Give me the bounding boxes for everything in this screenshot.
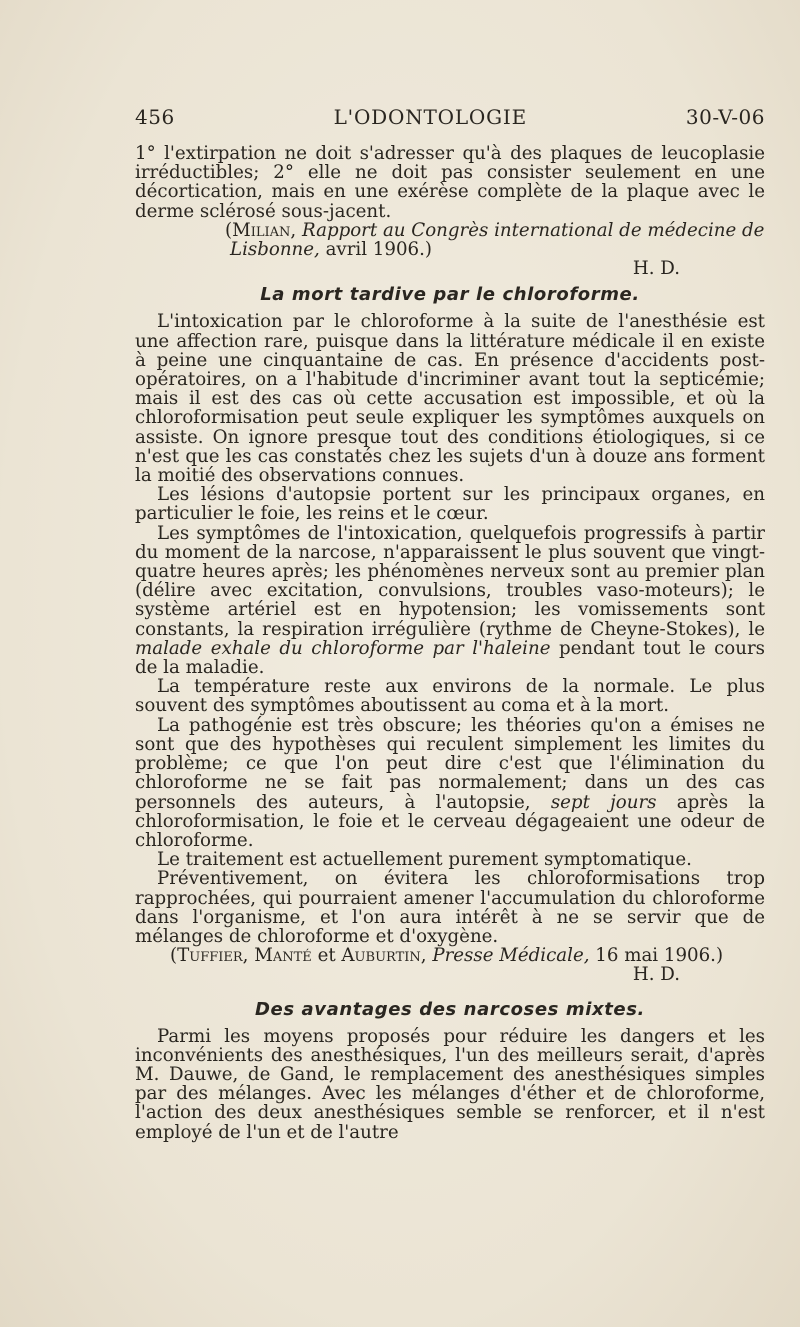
citation-author: Auburtin	[341, 945, 421, 967]
citation-date: avril 1906.)	[319, 239, 432, 261]
italic-phrase: malade exhale du chloroforme par l'haleine	[135, 637, 551, 659]
text-run: Les symptômes de l'intoxication, quelquefois progressifs à partir du moment de la narcose, n'apparaissent le plus souvent que vingt-quatre heures après; les phénomènes nerveux sont au premier plan (délire avec excitation, convulsions, troubles vaso-moteurs); le système artériel est en hypotension; les vomissements sont constants, la respiration irrégulière (rythme de Cheyne-Stokes), le	[135, 522, 765, 640]
section-title-narcoses: Des avantages des narcoses mixtes.	[255, 998, 645, 1020]
page-content	[135, 105, 765, 1143]
paragraph: L'intoxication par le chloroforme à la suite de l'anesthésie est une affection rare, puisque dans la littérature médicale il en existe à peine une cinquantaine de cas. En présence d'accidents post-opératoires, on a l'habitude d'incriminer avant tout la septicémie; mais il est des cas où cette accusation est impossible, et où la chloroformisation peut seule expliquer les symptômes auxquels on assiste. On ignore presque tout des conditions étiologiques, si ce n'est que les cas constatés chez les sujets d'un à douze ans forment la moitié des observations connues.	[135, 311, 765, 487]
citation-title: Rapport au Congrès international de médecine de Lisbonne,	[230, 219, 765, 261]
citation-author: Tuffier	[177, 945, 243, 967]
citation-date: 16 mai 1906.)	[589, 945, 724, 967]
section-title-chloroforme: La mort tardive par le chloroforme.	[260, 284, 640, 306]
paragraph	[135, 524, 765, 678]
section1-citation: (Tuffier, Manté et Auburtin, Presse Médicale, 16 mai 1906.)	[170, 945, 724, 967]
intro-citation: (Milian, Rapport au Congrès international de médecine de Lisbonne, avril 1906.)	[225, 219, 765, 261]
citation-author: Manté	[254, 945, 312, 967]
journal-title: L'ODONTOLOGIE	[333, 105, 527, 129]
author-initials: H. D.	[632, 258, 680, 280]
running-header	[135, 105, 765, 144]
text-run: La pathogénie est très obscure; les théories qu'on a émises ne sont que des hypothèses qui reculent simplement les limites du problème; ce que l'on peut dire c'est que l'élimination du chloroforme ne se fait pas normalement; dans un des cas personnels des auteurs, à l'autopsie,	[135, 714, 765, 813]
paragraph: Parmi les moyens proposés pour réduire les dangers et les inconvénients des anesthésiques, l'un des meilleurs serait, d'après M. Dauwe, de Gand, le remplacement des anesthésiques simples par des mélanges. Avec les mélanges d'éther et de chloroforme, l'action des deux anesthésiques semble se renforcer, et il n'est employé de l'un et de l'autre	[135, 1025, 765, 1143]
italic-phrase: sept jours	[550, 791, 657, 813]
intro-paragraph: 1° l'extirpation ne doit s'adresser qu'à des plaques de leucoplasie irréductibles; 2° elle ne doit pas consister seulement en une décortication, mais en une exérèse complète de la plaque avec le derme sclérosé sous-jacent.	[135, 143, 765, 222]
text-run: après la chloroformisation, le foie et le cerveau dégageaient une odeur de chloroforme.	[135, 791, 765, 851]
citation-author: Milian	[232, 219, 291, 241]
paragraph: La température reste aux environs de la normale. Le plus souvent des symptômes aboutissent au coma et à la mort.	[135, 676, 765, 717]
author-initials: H. D.	[632, 964, 680, 986]
paragraph: Préventivement, on évitera les chloroformisations trop rapprochées, qui pourraient amener l'accumulation du chloroforme dans l'organisme, et l'on aura intérêt à ne se servir que de mélanges de chloroforme et d'oxygène.	[135, 868, 765, 947]
text-run: pendant tout le cours de la maladie.	[135, 637, 765, 679]
paragraph: Le traitement est actuellement purement symptomatique.	[157, 849, 692, 871]
paragraph	[135, 716, 765, 850]
citation-journal: Presse Médicale,	[432, 945, 590, 967]
issue-date: 30-V-06	[685, 105, 765, 129]
page-number: 456	[135, 105, 175, 129]
paragraph: Les lésions d'autopsie portent sur les principaux organes, en particulier le foie, les reins et le cœur.	[135, 484, 765, 525]
